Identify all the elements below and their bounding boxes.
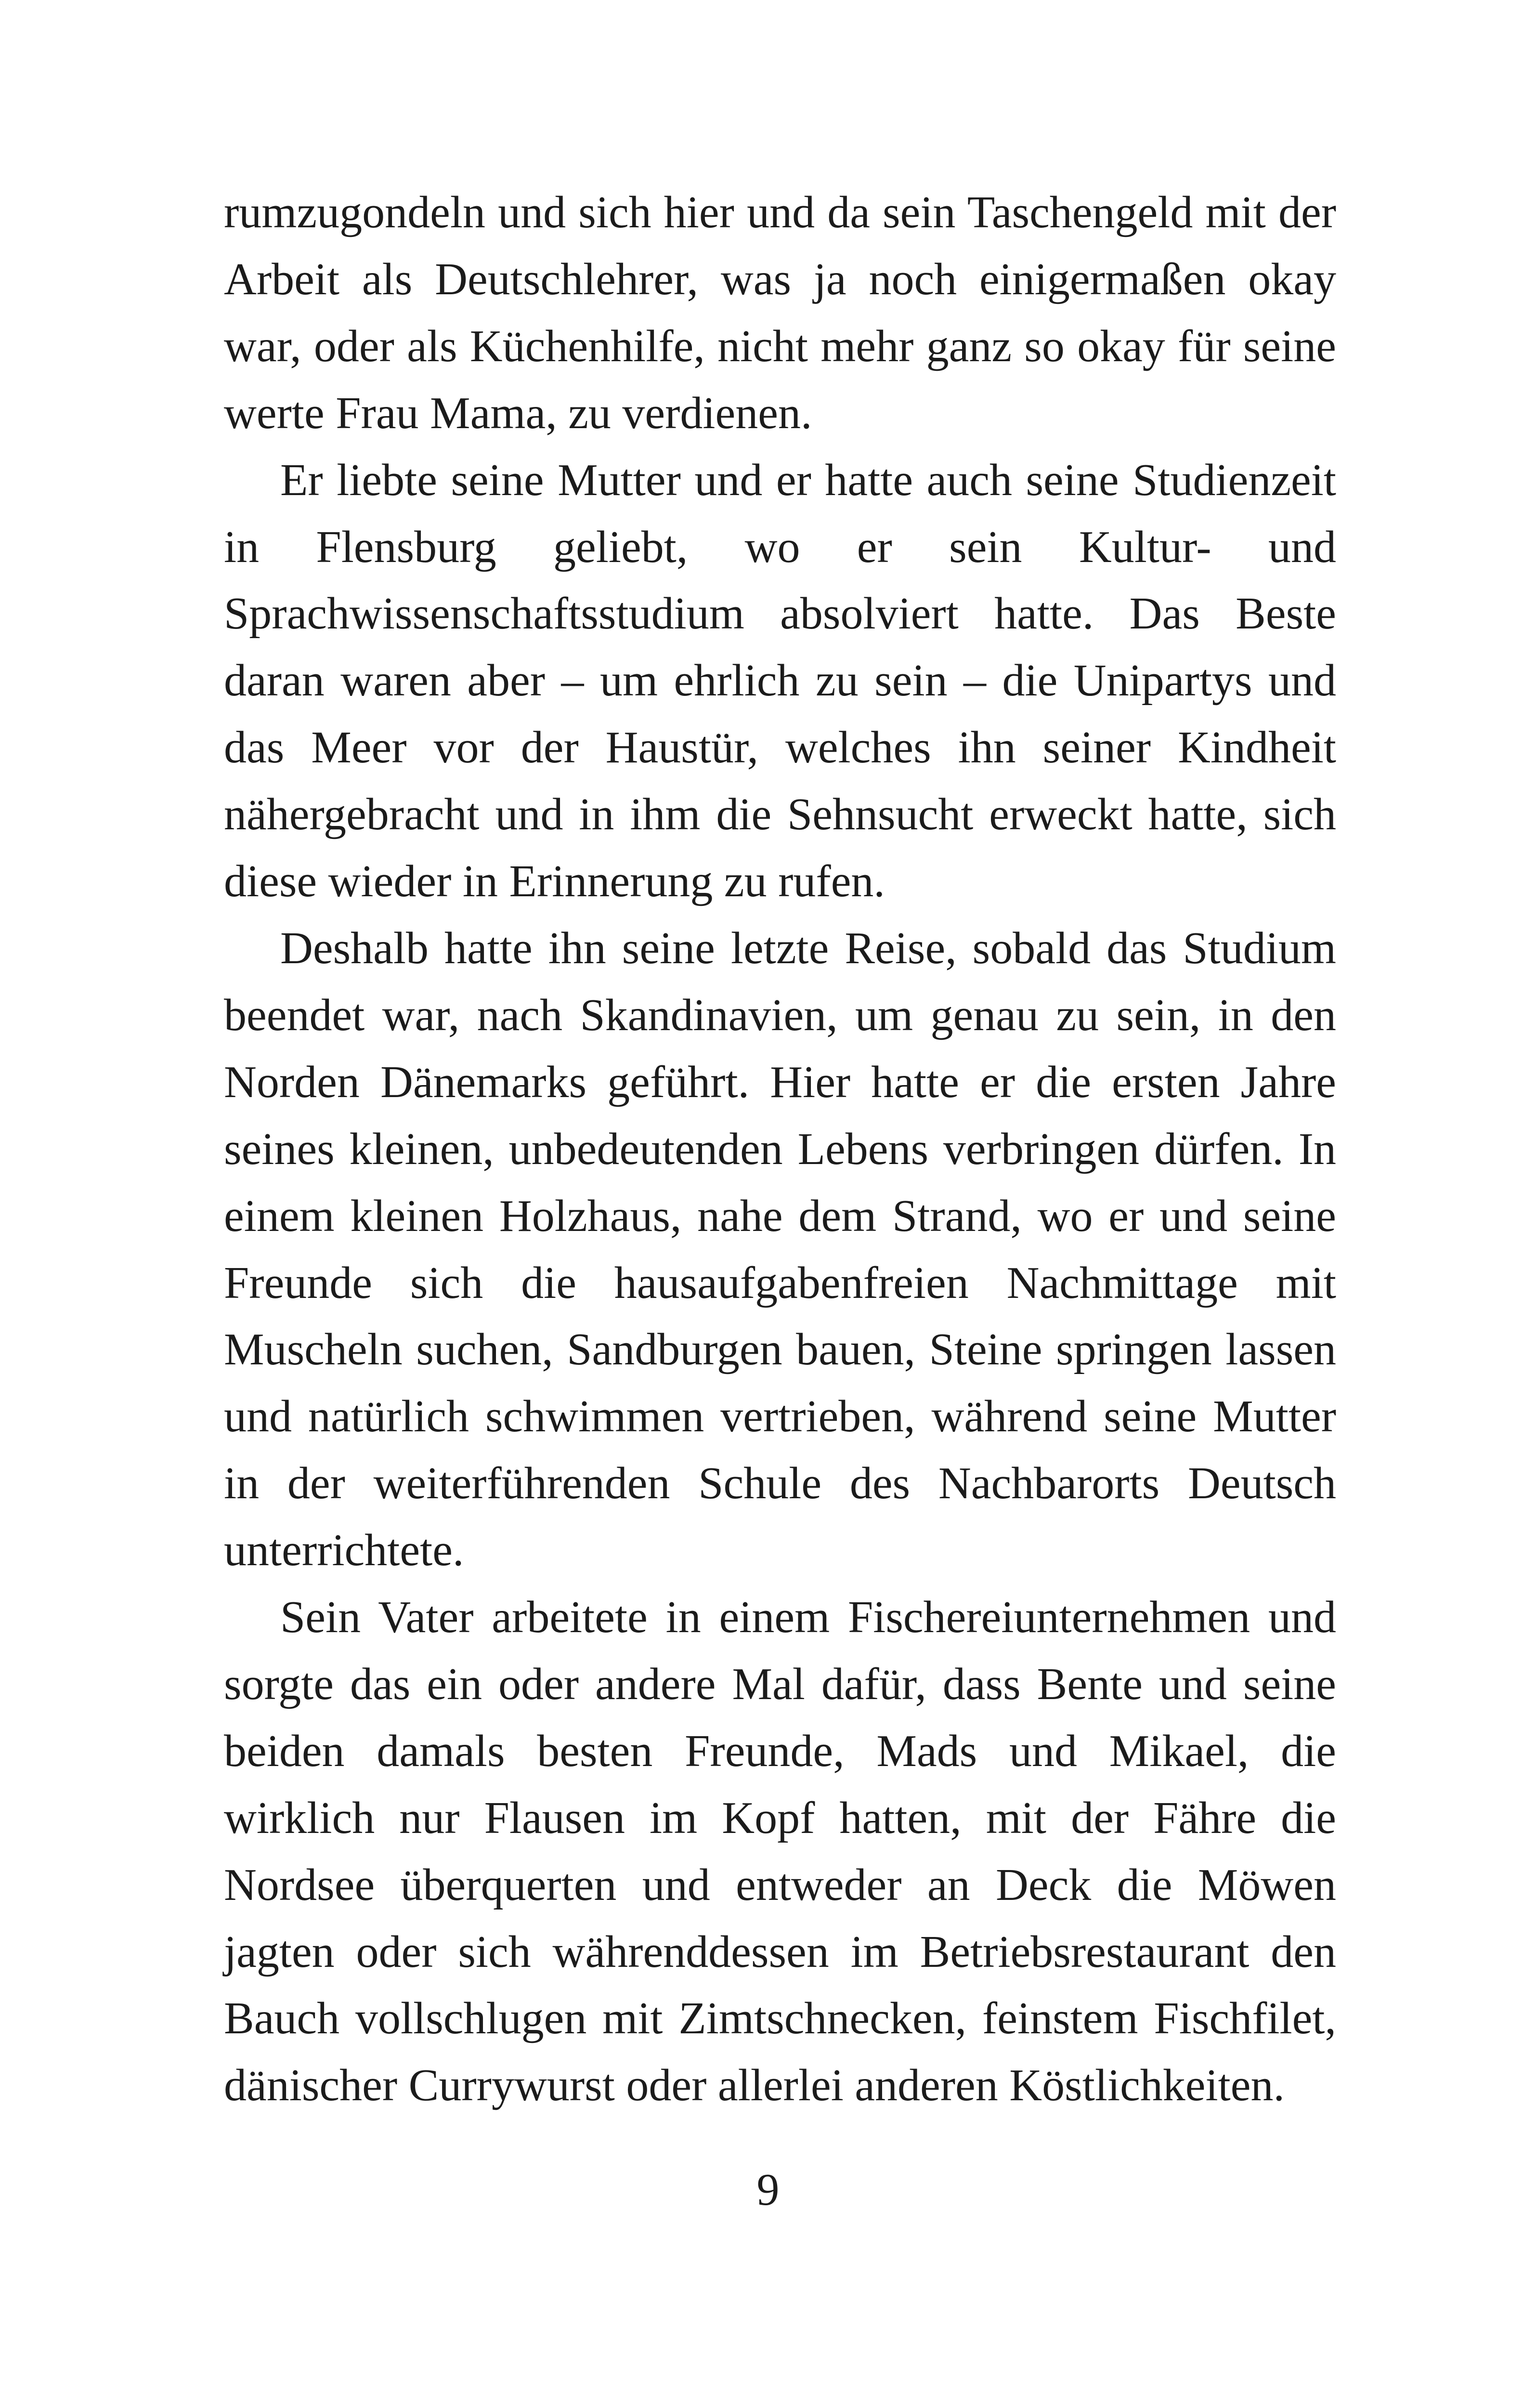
paragraph-3: Deshalb hatte ihn seine letzte Reise, sobald das Studium beendet war, nach Skandinavien, um genau zu sein, in den Norden Dänemarks geführt. Hier hatte er die ersten Jahre seines kleinen, unbedeutenden Lebens verbringen dürfen. In einem kleinen Holzhaus, nahe dem Strand, wo er und seine Freunde sich die hausaufgabenfreien Nachmittage mit Muscheln suchen, Sandburgen bauen, Steine springen lassen und natürlich schwimmen vertrieben, während seine Mutter in der weiterführenden Schule des Nachbarorts Deutsch unterrichtete.	[224, 923, 1336, 1576]
paragraph-4: Sein Vater arbeitete in einem Fischereiunternehmen und sorgte das ein oder andere Mal dafür, dass Bente und seine beiden damals besten Freunde, Mads und Mikael, die wirklich nur Flausen im Kopf hatten, mit der Fähre die Nordsee überquerten und entweder an Deck die Möwen jagten oder sich währenddessen im Betriebsrestaurant den Bauch vollschlugen mit Zimtschnecken, feinstem Fischfilet, dänischer Currywurst oder allerlei anderen Köstlichkeiten.	[224, 1592, 1336, 2111]
page-number: 9	[756, 2165, 780, 2215]
body-text	[224, 179, 1336, 2119]
paragraph-1: rumzugondeln und sich hier und da sein Taschengeld mit der Arbeit als Deutschlehrer, was ja noch einigermaßen okay war, oder als Küchenhilfe, nicht mehr ganz so okay für seine werte Frau Mama, zu verdienen.	[224, 187, 1336, 438]
paragraph-2: Er liebte seine Mutter und er hatte auch seine Studienzeit in Flensburg geliebt, wo er sein Kultur- und Sprachwissenschaftsstudium absolviert hatte. Das Beste daran waren aber – um ehrlich zu sein – die Unipartys und das Meer vor der Haustür, welches ihn seiner Kindheit nähergebracht und in ihm die Sehnsucht erweckt hatte, sich diese wieder in Erinnerung zu rufen.	[224, 455, 1336, 907]
